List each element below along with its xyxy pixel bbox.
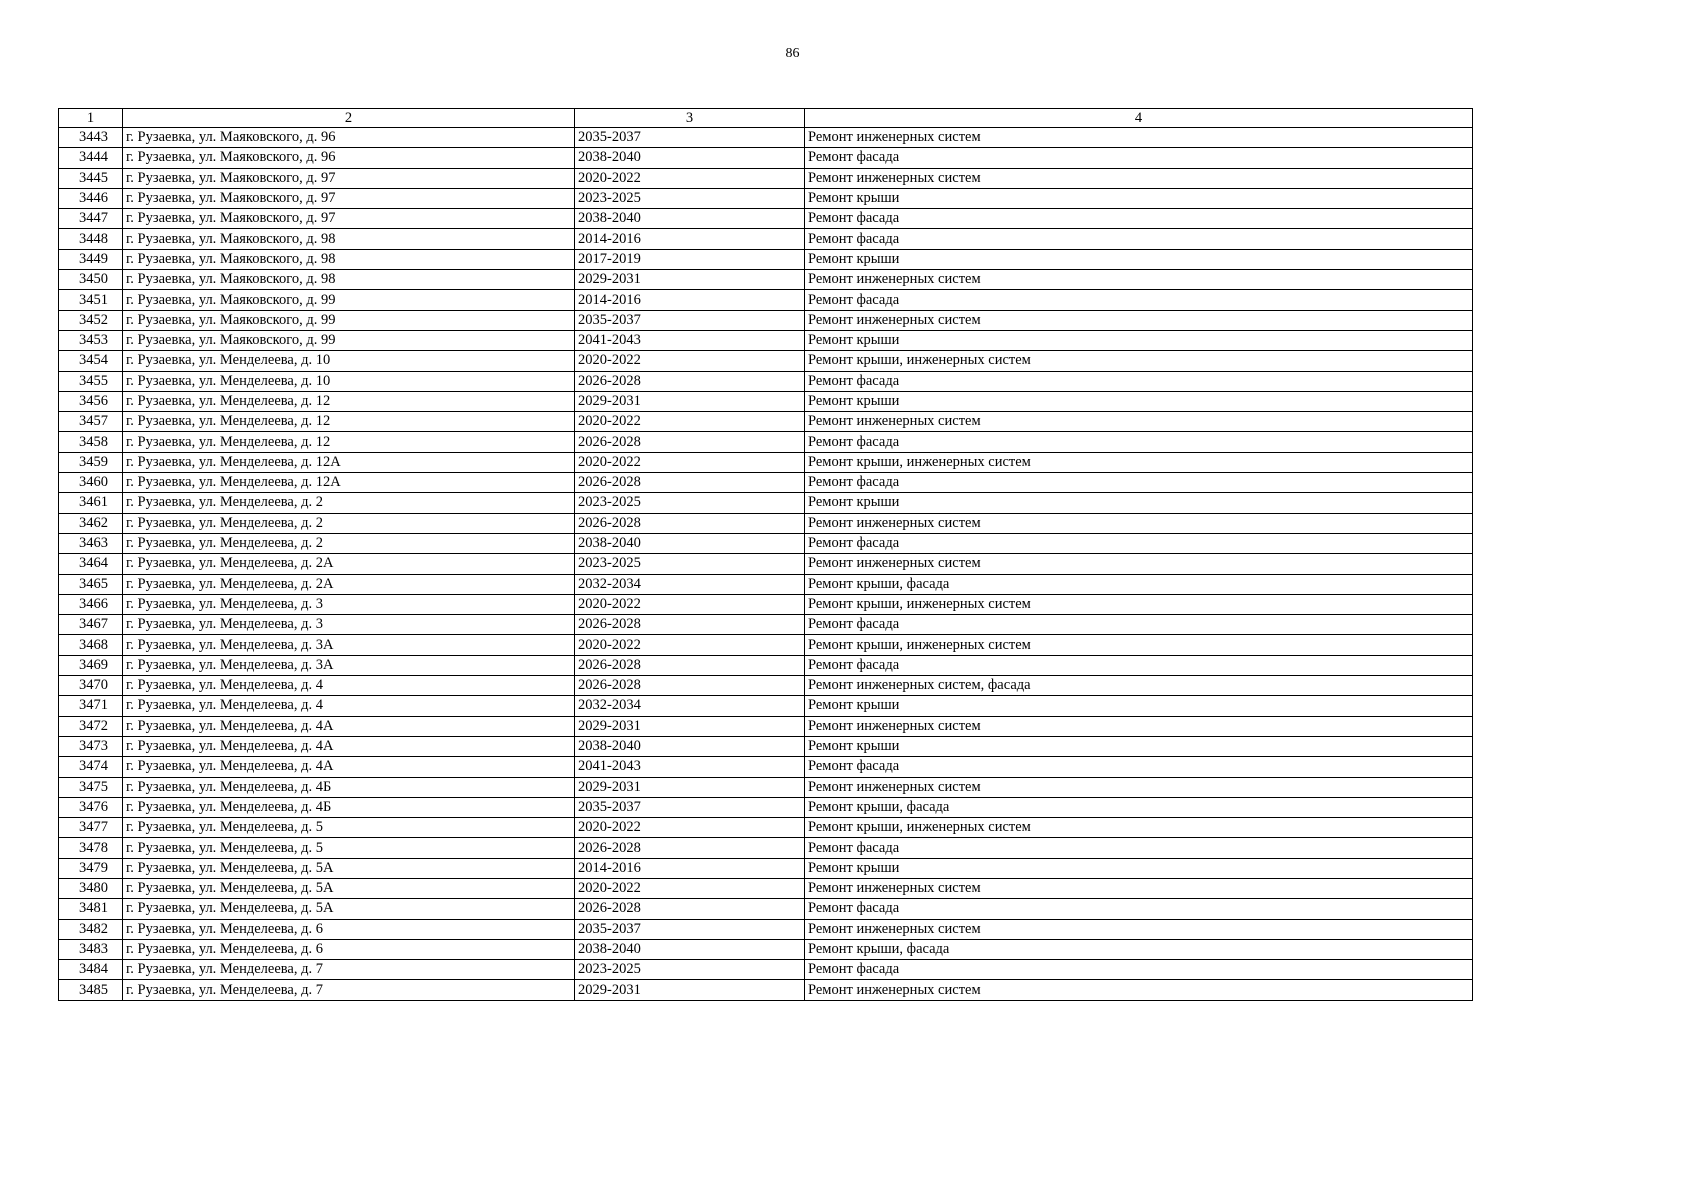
row-number-cell: 3462 xyxy=(59,513,123,533)
row-number-cell: 3443 xyxy=(59,128,123,148)
address-cell: г. Рузаевка, ул. Маяковского, д. 98 xyxy=(123,229,575,249)
work-type-cell: Ремонт крыши, инженерных систем xyxy=(805,635,1473,655)
row-number-cell: 3476 xyxy=(59,797,123,817)
table-row xyxy=(59,513,1473,533)
row-number-cell: 3448 xyxy=(59,229,123,249)
work-type-cell: Ремонт крыши xyxy=(805,493,1473,513)
table-row xyxy=(59,188,1473,208)
address-cell: г. Рузаевка, ул. Менделеева, д. 5А xyxy=(123,899,575,919)
table-row xyxy=(59,594,1473,614)
address-cell: г. Рузаевка, ул. Менделеева, д. 4А xyxy=(123,757,575,777)
work-type-cell: Ремонт крыши, фасада xyxy=(805,574,1473,594)
work-type-cell: Ремонт инженерных систем xyxy=(805,777,1473,797)
row-number-cell: 3452 xyxy=(59,310,123,330)
row-number-cell: 3460 xyxy=(59,473,123,493)
period-cell: 2026-2028 xyxy=(575,371,805,391)
table-row xyxy=(59,919,1473,939)
work-type-cell: Ремонт инженерных систем, фасада xyxy=(805,676,1473,696)
work-type-cell: Ремонт инженерных систем xyxy=(805,554,1473,574)
period-cell: 2020-2022 xyxy=(575,818,805,838)
table-row xyxy=(59,148,1473,168)
period-cell: 2020-2022 xyxy=(575,594,805,614)
table-row xyxy=(59,371,1473,391)
period-cell: 2029-2031 xyxy=(575,980,805,1000)
address-cell: г. Рузаевка, ул. Маяковского, д. 98 xyxy=(123,249,575,269)
table-row xyxy=(59,615,1473,635)
address-cell: г. Рузаевка, ул. Маяковского, д. 99 xyxy=(123,290,575,310)
table-row xyxy=(59,655,1473,675)
table-row xyxy=(59,635,1473,655)
address-cell: г. Рузаевка, ул. Менделеева, д. 4Б xyxy=(123,797,575,817)
work-type-cell: Ремонт инженерных систем xyxy=(805,310,1473,330)
work-type-cell: Ремонт крыши xyxy=(805,858,1473,878)
address-cell: г. Рузаевка, ул. Менделеева, д. 5 xyxy=(123,838,575,858)
period-cell: 2035-2037 xyxy=(575,797,805,817)
row-number-cell: 3456 xyxy=(59,391,123,411)
address-cell: г. Рузаевка, ул. Менделеева, д. 2А xyxy=(123,554,575,574)
work-type-cell: Ремонт инженерных систем xyxy=(805,513,1473,533)
period-cell: 2032-2034 xyxy=(575,696,805,716)
period-cell: 2029-2031 xyxy=(575,716,805,736)
address-cell: г. Рузаевка, ул. Менделеева, д. 5А xyxy=(123,878,575,898)
table-header-row xyxy=(59,109,1473,128)
work-type-cell: Ремонт крыши xyxy=(805,188,1473,208)
period-cell: 2014-2016 xyxy=(575,858,805,878)
table-row xyxy=(59,980,1473,1000)
work-type-cell: Ремонт фасада xyxy=(805,209,1473,229)
row-number-cell: 3475 xyxy=(59,777,123,797)
address-cell: г. Рузаевка, ул. Маяковского, д. 97 xyxy=(123,209,575,229)
row-number-cell: 3471 xyxy=(59,696,123,716)
table-row xyxy=(59,209,1473,229)
period-cell: 2035-2037 xyxy=(575,128,805,148)
row-number-cell: 3478 xyxy=(59,838,123,858)
column-header: 3 xyxy=(575,109,805,128)
row-number-cell: 3484 xyxy=(59,960,123,980)
address-cell: г. Рузаевка, ул. Маяковского, д. 98 xyxy=(123,270,575,290)
table-row xyxy=(59,554,1473,574)
table-row xyxy=(59,777,1473,797)
work-type-cell: Ремонт крыши, инженерных систем xyxy=(805,594,1473,614)
row-number-cell: 3482 xyxy=(59,919,123,939)
address-cell: г. Рузаевка, ул. Менделеева, д. 3А xyxy=(123,655,575,675)
work-type-cell: Ремонт крыши, фасада xyxy=(805,797,1473,817)
row-number-cell: 3483 xyxy=(59,939,123,959)
row-number-cell: 3459 xyxy=(59,452,123,472)
work-type-cell: Ремонт крыши xyxy=(805,696,1473,716)
table-row xyxy=(59,412,1473,432)
address-cell: г. Рузаевка, ул. Менделеева, д. 12 xyxy=(123,391,575,411)
work-type-cell: Ремонт фасада xyxy=(805,432,1473,452)
row-number-cell: 3470 xyxy=(59,676,123,696)
row-number-cell: 3446 xyxy=(59,188,123,208)
period-cell: 2029-2031 xyxy=(575,270,805,290)
address-cell: г. Рузаевка, ул. Менделеева, д. 4 xyxy=(123,696,575,716)
work-type-cell: Ремонт фасада xyxy=(805,371,1473,391)
row-number-cell: 3485 xyxy=(59,980,123,1000)
address-cell: г. Рузаевка, ул. Менделеева, д. 7 xyxy=(123,980,575,1000)
table-row xyxy=(59,168,1473,188)
period-cell: 2041-2043 xyxy=(575,757,805,777)
period-cell: 2038-2040 xyxy=(575,148,805,168)
row-number-cell: 3461 xyxy=(59,493,123,513)
address-cell: г. Рузаевка, ул. Менделеева, д. 12А xyxy=(123,452,575,472)
table-row xyxy=(59,452,1473,472)
work-type-cell: Ремонт крыши xyxy=(805,249,1473,269)
row-number-cell: 3480 xyxy=(59,878,123,898)
work-type-cell: Ремонт инженерных систем xyxy=(805,128,1473,148)
row-number-cell: 3458 xyxy=(59,432,123,452)
table-row xyxy=(59,574,1473,594)
work-type-cell: Ремонт фасада xyxy=(805,960,1473,980)
period-cell: 2035-2037 xyxy=(575,919,805,939)
row-number-cell: 3457 xyxy=(59,412,123,432)
work-type-cell: Ремонт инженерных систем xyxy=(805,412,1473,432)
period-cell: 2029-2031 xyxy=(575,391,805,411)
period-cell: 2023-2025 xyxy=(575,493,805,513)
period-cell: 2026-2028 xyxy=(575,513,805,533)
address-cell: г. Рузаевка, ул. Менделеева, д. 4 xyxy=(123,676,575,696)
period-cell: 2038-2040 xyxy=(575,209,805,229)
table-row xyxy=(59,858,1473,878)
work-type-cell: Ремонт инженерных систем xyxy=(805,919,1473,939)
table-row xyxy=(59,878,1473,898)
table-row xyxy=(59,249,1473,269)
row-number-cell: 3464 xyxy=(59,554,123,574)
address-cell: г. Рузаевка, ул. Менделеева, д. 2 xyxy=(123,513,575,533)
work-type-cell: Ремонт крыши, инженерных систем xyxy=(805,818,1473,838)
row-number-cell: 3450 xyxy=(59,270,123,290)
address-cell: г. Рузаевка, ул. Менделеева, д. 5 xyxy=(123,818,575,838)
period-cell: 2026-2028 xyxy=(575,432,805,452)
address-cell: г. Рузаевка, ул. Менделеева, д. 4Б xyxy=(123,777,575,797)
row-number-cell: 3479 xyxy=(59,858,123,878)
table-row xyxy=(59,838,1473,858)
period-cell: 2026-2028 xyxy=(575,473,805,493)
address-cell: г. Рузаевка, ул. Менделеева, д. 12 xyxy=(123,432,575,452)
period-cell: 2032-2034 xyxy=(575,574,805,594)
period-cell: 2026-2028 xyxy=(575,615,805,635)
work-type-cell: Ремонт фасада xyxy=(805,473,1473,493)
row-number-cell: 3466 xyxy=(59,594,123,614)
row-number-cell: 3447 xyxy=(59,209,123,229)
table-row xyxy=(59,736,1473,756)
work-type-cell: Ремонт крыши, фасада xyxy=(805,939,1473,959)
address-cell: г. Рузаевка, ул. Маяковского, д. 99 xyxy=(123,330,575,350)
period-cell: 2035-2037 xyxy=(575,310,805,330)
table-row xyxy=(59,391,1473,411)
row-number-cell: 3469 xyxy=(59,655,123,675)
row-number-cell: 3477 xyxy=(59,818,123,838)
work-type-cell: Ремонт крыши xyxy=(805,330,1473,350)
address-cell: г. Рузаевка, ул. Менделеева, д. 6 xyxy=(123,919,575,939)
row-number-cell: 3449 xyxy=(59,249,123,269)
work-type-cell: Ремонт крыши, инженерных систем xyxy=(805,452,1473,472)
row-number-cell: 3445 xyxy=(59,168,123,188)
address-cell: г. Рузаевка, ул. Менделеева, д. 4А xyxy=(123,716,575,736)
row-number-cell: 3463 xyxy=(59,533,123,553)
address-cell: г. Рузаевка, ул. Менделеева, д. 12А xyxy=(123,473,575,493)
work-type-cell: Ремонт фасада xyxy=(805,757,1473,777)
table-row xyxy=(59,310,1473,330)
work-type-cell: Ремонт фасада xyxy=(805,533,1473,553)
period-cell: 2029-2031 xyxy=(575,777,805,797)
period-cell: 2041-2043 xyxy=(575,330,805,350)
period-cell: 2014-2016 xyxy=(575,290,805,310)
row-number-cell: 3468 xyxy=(59,635,123,655)
table-row xyxy=(59,716,1473,736)
table-row xyxy=(59,939,1473,959)
address-cell: г. Рузаевка, ул. Маяковского, д. 97 xyxy=(123,188,575,208)
row-number-cell: 3473 xyxy=(59,736,123,756)
address-cell: г. Рузаевка, ул. Маяковского, д. 96 xyxy=(123,148,575,168)
table-row xyxy=(59,797,1473,817)
work-type-cell: Ремонт фасада xyxy=(805,148,1473,168)
address-cell: г. Рузаевка, ул. Менделеева, д. 6 xyxy=(123,939,575,959)
work-type-cell: Ремонт крыши xyxy=(805,736,1473,756)
table-row xyxy=(59,696,1473,716)
period-cell: 2020-2022 xyxy=(575,412,805,432)
work-type-cell: Ремонт инженерных систем xyxy=(805,980,1473,1000)
table-row xyxy=(59,676,1473,696)
table-row xyxy=(59,290,1473,310)
period-cell: 2038-2040 xyxy=(575,533,805,553)
work-type-cell: Ремонт фасада xyxy=(805,229,1473,249)
table-row xyxy=(59,229,1473,249)
period-cell: 2026-2028 xyxy=(575,676,805,696)
row-number-cell: 3472 xyxy=(59,716,123,736)
period-cell: 2017-2019 xyxy=(575,249,805,269)
address-cell: г. Рузаевка, ул. Маяковского, д. 96 xyxy=(123,128,575,148)
table-row xyxy=(59,330,1473,350)
table-row xyxy=(59,533,1473,553)
period-cell: 2023-2025 xyxy=(575,188,805,208)
row-number-cell: 3467 xyxy=(59,615,123,635)
work-type-cell: Ремонт фасада xyxy=(805,899,1473,919)
column-header: 2 xyxy=(123,109,575,128)
address-cell: г. Рузаевка, ул. Менделеева, д. 7 xyxy=(123,960,575,980)
work-type-cell: Ремонт фасада xyxy=(805,615,1473,635)
row-number-cell: 3444 xyxy=(59,148,123,168)
page-number: 86 xyxy=(785,46,800,61)
period-cell: 2020-2022 xyxy=(575,635,805,655)
address-cell: г. Рузаевка, ул. Менделеева, д. 3 xyxy=(123,594,575,614)
work-type-cell: Ремонт инженерных систем xyxy=(805,270,1473,290)
row-number-cell: 3451 xyxy=(59,290,123,310)
table-row xyxy=(59,899,1473,919)
period-cell: 2026-2028 xyxy=(575,655,805,675)
work-type-cell: Ремонт инженерных систем xyxy=(805,168,1473,188)
work-type-cell: Ремонт фасада xyxy=(805,838,1473,858)
period-cell: 2020-2022 xyxy=(575,878,805,898)
work-type-cell: Ремонт фасада xyxy=(805,290,1473,310)
period-cell: 2026-2028 xyxy=(575,838,805,858)
address-cell: г. Рузаевка, ул. Менделеева, д. 3 xyxy=(123,615,575,635)
period-cell: 2038-2040 xyxy=(575,736,805,756)
address-cell: г. Рузаевка, ул. Менделеева, д. 12 xyxy=(123,412,575,432)
period-cell: 2020-2022 xyxy=(575,351,805,371)
address-cell: г. Рузаевка, ул. Менделеева, д. 2 xyxy=(123,493,575,513)
table-body xyxy=(59,109,1473,1001)
period-cell: 2020-2022 xyxy=(575,168,805,188)
address-cell: г. Рузаевка, ул. Менделеева, д. 4А xyxy=(123,736,575,756)
row-number-cell: 3465 xyxy=(59,574,123,594)
work-type-cell: Ремонт инженерных систем xyxy=(805,878,1473,898)
row-number-cell: 3453 xyxy=(59,330,123,350)
address-cell: г. Рузаевка, ул. Менделеева, д. 2А xyxy=(123,574,575,594)
period-cell: 2020-2022 xyxy=(575,452,805,472)
table-row xyxy=(59,432,1473,452)
address-cell: г. Рузаевка, ул. Маяковского, д. 99 xyxy=(123,310,575,330)
address-cell: г. Рузаевка, ул. Менделеева, д. 10 xyxy=(123,371,575,391)
repair-schedule-table xyxy=(58,108,1473,1001)
table-row xyxy=(59,270,1473,290)
address-cell: г. Рузаевка, ул. Менделеева, д. 10 xyxy=(123,351,575,371)
table-row xyxy=(59,757,1473,777)
table-row xyxy=(59,128,1473,148)
work-type-cell: Ремонт крыши, инженерных систем xyxy=(805,351,1473,371)
address-cell: г. Рузаевка, ул. Менделеева, д. 3А xyxy=(123,635,575,655)
work-type-cell: Ремонт инженерных систем xyxy=(805,716,1473,736)
address-cell: г. Рузаевка, ул. Менделеева, д. 2 xyxy=(123,533,575,553)
table-row xyxy=(59,351,1473,371)
work-type-cell: Ремонт крыши xyxy=(805,391,1473,411)
table-row xyxy=(59,473,1473,493)
work-type-cell: Ремонт фасада xyxy=(805,655,1473,675)
address-cell: г. Рузаевка, ул. Менделеева, д. 5А xyxy=(123,858,575,878)
address-cell: г. Рузаевка, ул. Маяковского, д. 97 xyxy=(123,168,575,188)
period-cell: 2038-2040 xyxy=(575,939,805,959)
period-cell: 2014-2016 xyxy=(575,229,805,249)
table-row xyxy=(59,493,1473,513)
period-cell: 2026-2028 xyxy=(575,899,805,919)
period-cell: 2023-2025 xyxy=(575,960,805,980)
row-number-cell: 3481 xyxy=(59,899,123,919)
column-header: 1 xyxy=(59,109,123,128)
period-cell: 2023-2025 xyxy=(575,554,805,574)
row-number-cell: 3474 xyxy=(59,757,123,777)
table-row xyxy=(59,960,1473,980)
column-header: 4 xyxy=(805,109,1473,128)
row-number-cell: 3454 xyxy=(59,351,123,371)
table-row xyxy=(59,818,1473,838)
row-number-cell: 3455 xyxy=(59,371,123,391)
